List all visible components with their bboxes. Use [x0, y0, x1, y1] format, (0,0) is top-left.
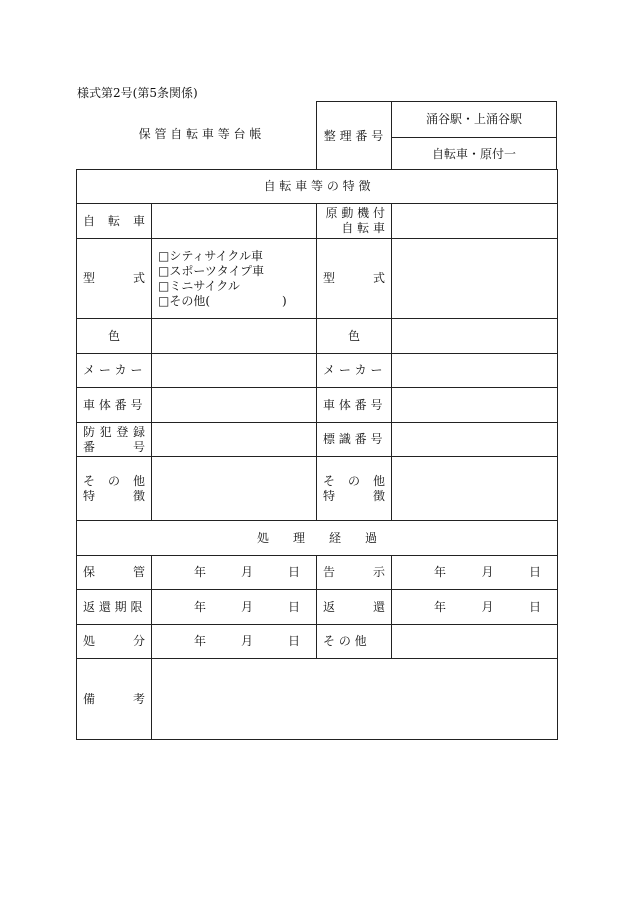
label-char: 処	[83, 634, 96, 648]
disposal-label	[77, 625, 152, 659]
label-char: 他	[372, 473, 385, 488]
day-label: 日	[529, 599, 542, 614]
label-char: そ	[83, 473, 96, 488]
label-char: の	[347, 473, 360, 488]
plate-number-value[interactable]	[392, 423, 558, 457]
crime-registration-label	[77, 423, 152, 457]
moped-color-value[interactable]	[392, 319, 558, 354]
moped-value[interactable]	[392, 204, 558, 239]
day-label: 日	[287, 599, 300, 614]
day-label: 日	[529, 565, 542, 579]
label-char: 転	[107, 213, 120, 228]
moped-label	[317, 204, 392, 239]
table-row	[77, 319, 558, 354]
type-option-mini[interactable]: □ミニサイクル	[158, 278, 240, 293]
label-char: 防	[83, 424, 96, 439]
label-char: 式	[132, 271, 145, 285]
disposal-date[interactable]	[152, 625, 317, 659]
vehicle-kind: 自転車・原付一	[431, 146, 516, 161]
return-deadline-label: 返 還 期 限	[77, 590, 152, 625]
table-row	[77, 423, 558, 457]
label-char: 徴	[372, 488, 385, 503]
moped-label-line1: 原 動 機 付	[325, 206, 385, 220]
label-char: 型	[323, 271, 336, 285]
moped-other-features-label	[317, 457, 392, 521]
year-label: 年	[434, 565, 447, 579]
remarks-label	[77, 659, 152, 740]
label-char: 他	[132, 473, 145, 488]
month-label: 月	[240, 599, 253, 614]
moped-maker-label: メ ー カ ー	[317, 354, 392, 388]
moped-type-value[interactable]	[392, 239, 558, 319]
table-row	[77, 457, 558, 521]
type-label	[77, 239, 152, 319]
color-value[interactable]	[152, 319, 317, 354]
remarks-value[interactable]	[152, 659, 558, 740]
process-title-row	[77, 521, 558, 556]
crime-registration-value[interactable]	[152, 423, 317, 457]
process-section-title: 処 理 経 過	[77, 521, 558, 556]
bicycle-label	[77, 204, 152, 239]
moped-body-number-label: 車 体 番 号	[317, 388, 392, 423]
label-char: 型	[83, 271, 96, 285]
type-options	[152, 239, 317, 319]
serial-number-label: 整 理 番 号	[323, 129, 384, 143]
moped-label-line2: 自 転 車	[341, 221, 385, 235]
table-row	[77, 354, 558, 388]
process-other-value[interactable]	[392, 625, 558, 659]
day-label: 日	[287, 634, 300, 648]
table-row	[77, 556, 558, 590]
year-label: 年	[194, 565, 207, 579]
label-char: 管	[132, 565, 145, 579]
label-char: 還	[372, 599, 385, 614]
table-row	[77, 590, 558, 625]
table-row	[77, 388, 558, 423]
features-title-row	[77, 170, 558, 204]
return-date[interactable]	[392, 590, 558, 625]
year-label: 年	[434, 599, 447, 614]
label-char: 犯	[99, 424, 112, 439]
notice-date[interactable]	[392, 556, 558, 590]
table-row	[77, 204, 558, 239]
label-char: 示	[372, 565, 385, 579]
label-char: 備	[83, 691, 96, 706]
other-features-label	[77, 457, 152, 521]
color-label: 色	[77, 319, 152, 354]
label-char: 登	[116, 424, 129, 439]
bicycle-value[interactable]	[152, 204, 317, 239]
custody-date[interactable]	[152, 556, 317, 590]
label-char: 車	[132, 213, 145, 228]
maker-value[interactable]	[152, 354, 317, 388]
return-label	[317, 590, 392, 625]
ledger-title: 保 管 自 転 車 等 台 帳	[138, 126, 262, 141]
year-label: 年	[194, 634, 207, 648]
month-label: 月	[481, 599, 494, 614]
moped-color-label: 色	[317, 319, 392, 354]
moped-other-features-value[interactable]	[392, 457, 558, 521]
label-char: 号	[132, 439, 145, 454]
process-other-label: そ の 他	[317, 625, 392, 659]
body-number-value[interactable]	[152, 388, 317, 423]
table-row	[77, 625, 558, 659]
body-number-label: 車 体 番 号	[77, 388, 152, 423]
ledger-table	[76, 169, 558, 740]
year-label: 年	[194, 599, 207, 614]
label-char: 式	[372, 271, 385, 285]
label-char: 考	[132, 691, 145, 706]
table-row	[77, 239, 558, 319]
label-char: 特	[83, 488, 96, 503]
moped-body-number-value[interactable]	[392, 388, 558, 423]
return-deadline-date[interactable]	[152, 590, 317, 625]
moped-type-label	[317, 239, 392, 319]
label-char: 分	[132, 634, 145, 648]
label-char: 番	[83, 439, 96, 454]
label-char: 自	[83, 213, 96, 228]
label-char: そ	[323, 473, 336, 488]
label-char: の	[107, 473, 120, 488]
label-char: 録	[132, 424, 145, 439]
moped-maker-value[interactable]	[392, 354, 558, 388]
custody-label	[77, 556, 152, 590]
station-name: 涌谷駅・上涌谷駅	[425, 112, 522, 126]
other-features-value[interactable]	[152, 457, 317, 521]
type-option-other[interactable]: □その他( )	[158, 293, 287, 308]
day-label: 日	[287, 565, 300, 579]
label-char: 返	[323, 599, 336, 614]
notice-label	[317, 556, 392, 590]
month-label: 月	[481, 565, 494, 579]
type-option-city[interactable]: □シティサイクル車	[158, 248, 263, 263]
label-char: 保	[83, 565, 96, 579]
month-label: 月	[240, 565, 253, 579]
maker-label: メ ー カ ー	[77, 354, 152, 388]
plate-number-label: 標 識 番 号	[317, 423, 392, 457]
type-option-sports[interactable]: □スポーツタイプ車	[158, 263, 265, 278]
form-number-label: 様式第2号(第5条関係)	[77, 86, 198, 100]
label-char: 告	[323, 565, 336, 579]
month-label: 月	[240, 634, 253, 648]
table-row	[77, 659, 558, 740]
features-section-title: 自 転 車 等 の 特 徴	[77, 170, 558, 204]
label-char: 特	[323, 488, 336, 503]
label-char: 徴	[132, 488, 145, 503]
